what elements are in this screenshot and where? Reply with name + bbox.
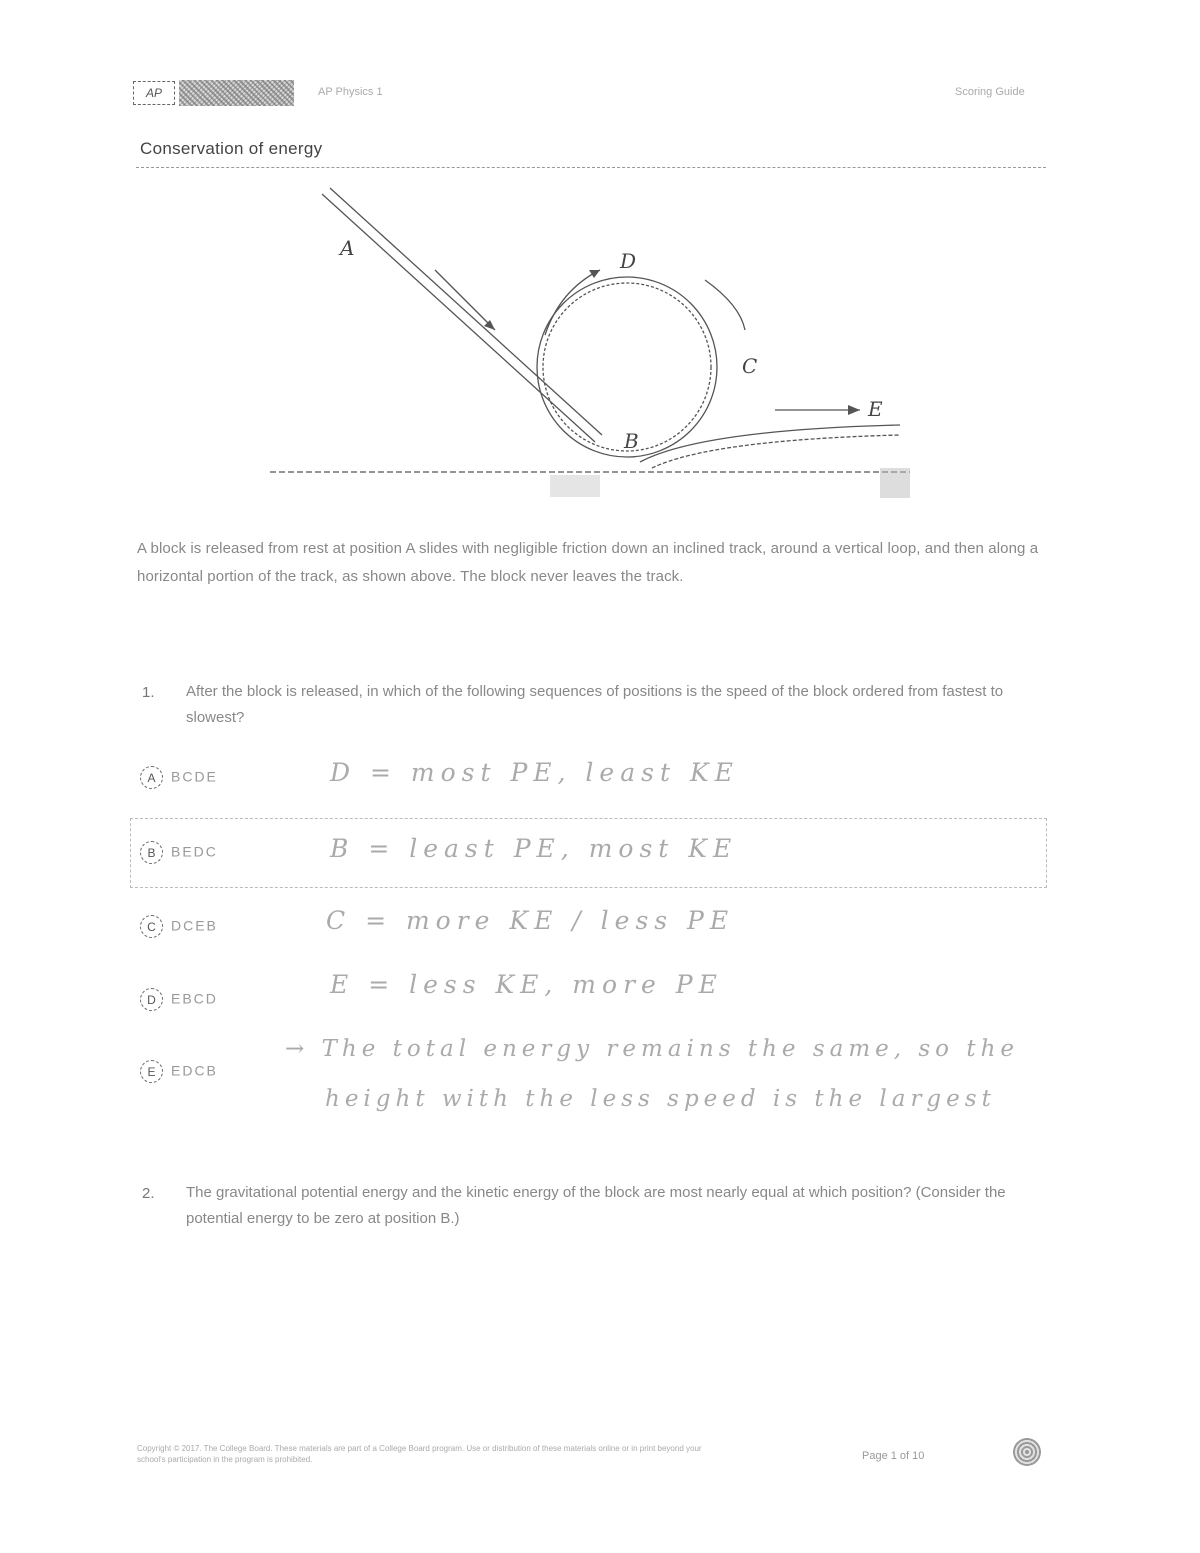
- intro-paragraph: A block is released from rest at position A slides with negligible friction down an inclined track, around a vertical loop, and then along a horizontal portion of the track, as shown above. The block never leaves the track.: [137, 540, 1039, 585]
- option-b-text: BEDC: [171, 843, 218, 860]
- handwritten-note-6: height with the less speed is the largest: [325, 1086, 996, 1112]
- arrow-loop-head: [589, 270, 600, 278]
- college-board-seal: [1013, 1438, 1041, 1466]
- exit-rail-upper: [640, 425, 900, 462]
- q1-option-d[interactable]: [140, 988, 218, 1011]
- option-d-text: EBCD: [171, 990, 218, 1007]
- option-e-bubble[interactable]: E: [140, 1060, 163, 1083]
- loop-track-diagram: [260, 180, 920, 510]
- ap-mark: AP: [133, 81, 175, 105]
- scan-mark-right: [880, 468, 910, 498]
- option-e-text: EDCB: [171, 1062, 218, 1079]
- option-b-bubble[interactable]: B: [140, 841, 163, 864]
- arrow-incline: [435, 270, 495, 330]
- arrow-exit-head: [848, 405, 860, 415]
- q2-text: The gravitational potential energy and the kinetic energy of the block are most nearly equal at which position? (Consider the potential energy to be zero at position B.): [186, 1184, 1006, 1227]
- title-rule: [136, 167, 1046, 168]
- logo-graphic: [179, 80, 294, 106]
- handwritten-note-4: E = less KE, more PE: [330, 970, 723, 999]
- q1-option-e[interactable]: [140, 1060, 218, 1083]
- q2-number: 2.: [142, 1185, 155, 1202]
- handwritten-note-1: D = most PE, least KE: [330, 758, 739, 787]
- option-a-bubble[interactable]: A: [140, 766, 163, 789]
- q1-option-c[interactable]: [140, 915, 218, 938]
- option-d-bubble[interactable]: D: [140, 988, 163, 1011]
- footer-copyright: [137, 1443, 737, 1465]
- arrow-loop-right: [705, 280, 745, 330]
- q1-text: After the block is released, in which of the following sequences of positions is the speed of the block ordered from fastest to slowest?: [186, 683, 1004, 726]
- exit-rail-lower: [652, 435, 900, 468]
- option-c-bubble[interactable]: C: [140, 915, 163, 938]
- label-C: C: [742, 354, 758, 378]
- ap-logo: [133, 79, 295, 107]
- option-c-text: DCEB: [171, 917, 218, 934]
- label-B: B: [624, 429, 639, 453]
- label-A: A: [340, 236, 355, 260]
- footer-line-1: Copyright © 2017. The College Board. These materials are part of a College Board program. Use or distribution of these materials online or in print beyond your: [137, 1444, 702, 1453]
- label-E: E: [868, 397, 883, 421]
- loop-inner: [543, 283, 711, 451]
- section-name: Scoring Guide: [955, 86, 1025, 98]
- page-title: Conservation of energy: [140, 139, 323, 158]
- handwritten-note-2: B = least PE, most KE: [330, 834, 738, 863]
- course-name: AP Physics 1: [318, 86, 383, 98]
- incline-rail-outer: [322, 194, 595, 442]
- q1-option-a[interactable]: [140, 766, 218, 789]
- footer-line-2: school's participation in the program is prohibited.: [137, 1455, 313, 1464]
- handwritten-note-5: → The total energy remains the same, so the: [285, 1036, 1020, 1062]
- q1-option-b[interactable]: [140, 841, 218, 864]
- scan-mark-left: [550, 475, 600, 497]
- page-number: Page 1 of 10: [862, 1450, 925, 1462]
- label-D: D: [620, 249, 637, 273]
- option-a-text: BCDE: [171, 768, 218, 785]
- q1-number: 1.: [142, 684, 155, 701]
- incline-rail-inner: [330, 188, 602, 435]
- handwritten-note-3: C = more KE / less PE: [326, 906, 735, 935]
